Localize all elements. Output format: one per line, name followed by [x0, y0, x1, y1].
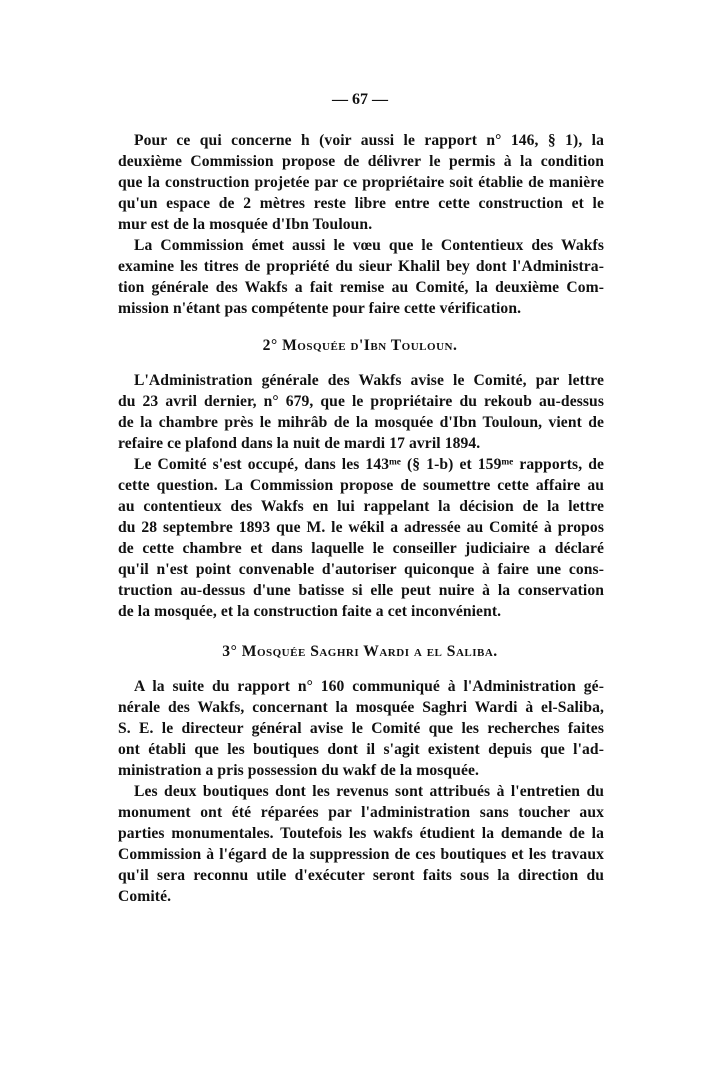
text-line: de la chambre près le mihrâb de la mosquée d'Ibn Touloun, vient de [118, 414, 604, 431]
text-line: qu'il sera reconnu utile d'exécuter seront faits sous la direction du [118, 867, 604, 884]
text-line: qu'il n'est point convenable d'autoriser quiconque à faire une cons- [118, 561, 604, 578]
text-line: Les deux boutiques dont les revenus sont attribués à l'entretien du [134, 783, 604, 800]
text-line: de la mosquée, et la construction faite a cet inconvénient. [118, 603, 502, 620]
text-line: ministration a pris possession du wakf de la mosquée. [118, 762, 479, 779]
section-text [118, 130, 604, 319]
text-line: refaire ce plafond dans la nuit de mardi 17 avril 1894. [118, 435, 481, 452]
text-line: de cette chambre et dans laquelle le conseiller judiciaire a déclaré [118, 540, 604, 557]
text-line: du 23 avril dernier, n° 679, que le propriétaire du rekoub au-dessus [118, 393, 604, 410]
text-line: cette question. La Commission propose de soumettre cette affaire au [118, 477, 604, 494]
section-text [118, 676, 604, 907]
text-line: au contentieux des Wakfs en lui rappelant la décision de la lettre [118, 498, 604, 515]
text-line: Comité. [118, 888, 172, 905]
text-line: examine les titres de propriété du sieur Khalil bey dont l'Administra- [118, 258, 604, 275]
text-line: S. E. le directeur général avise le Comité que les recherches faites [118, 720, 604, 737]
text-line: tion générale des Wakfs a fait remise au Comité, la deuxième Com- [118, 279, 604, 296]
section-text [118, 370, 604, 622]
text-line: ont établi que les boutiques dont il s'agit existent depuis que l'ad- [118, 741, 604, 758]
text-line: truction au-dessus d'une batisse si elle peut nuire à la conservation [118, 582, 604, 599]
paragraph [118, 130, 604, 235]
text-line: deuxième Commission propose de délivrer le permis à la condition [118, 153, 604, 170]
text-line: parties monumentales. Toutefois les wakfs étudient la demande de la [118, 825, 604, 842]
section-heading: 3° Mosquée Saghri Wardi a el Saliba. [222, 643, 498, 660]
text-line: Le Comité s'est occupé, dans les 143ᵐᵉ (§ 1-b) et 159ᵐᵉ rapports, de [134, 456, 604, 473]
text-line: monument ont été réparées par l'administration sans toucher aux [118, 804, 604, 821]
paragraph [118, 781, 604, 907]
page-number: — 67 — [332, 91, 388, 108]
text-line: qu'un espace de 2 mètres reste libre entre cette construction et le [118, 195, 604, 212]
text-line: Pour ce qui concerne h (voir aussi le rapport n° 146, § 1), la [134, 132, 604, 149]
paragraph [118, 676, 604, 781]
paragraph [118, 235, 604, 319]
text-line: nérale des Wakfs, concernant la mosquée Saghri Wardi à el-Saliba, [118, 699, 604, 716]
text-line: La Commission émet aussi le vœu que le Contentieux des Wakfs [134, 237, 604, 254]
text-line: mur est de la mosquée d'Ibn Touloun. [118, 216, 373, 233]
section-heading: 2° Mosquée d'Ibn Touloun. [262, 337, 458, 354]
text-line: L'Administration générale des Wakfs avise le Comité, par lettre [134, 372, 604, 389]
paragraph [118, 370, 604, 454]
text-line: du 28 septembre 1893 que M. le wékil a adressée au Comité à propos [118, 519, 604, 536]
text-line: Commission à l'égard de la suppression de ces boutiques et les travaux [118, 846, 604, 863]
paragraph [118, 454, 604, 622]
text-line: A la suite du rapport n° 160 communiqué à l'Administration gé- [134, 678, 604, 695]
text-line: que la construction projetée par ce propriétaire soit établie de manière [118, 174, 604, 191]
text-line: mission n'étant pas compétente pour faire cette vérification. [118, 300, 522, 317]
